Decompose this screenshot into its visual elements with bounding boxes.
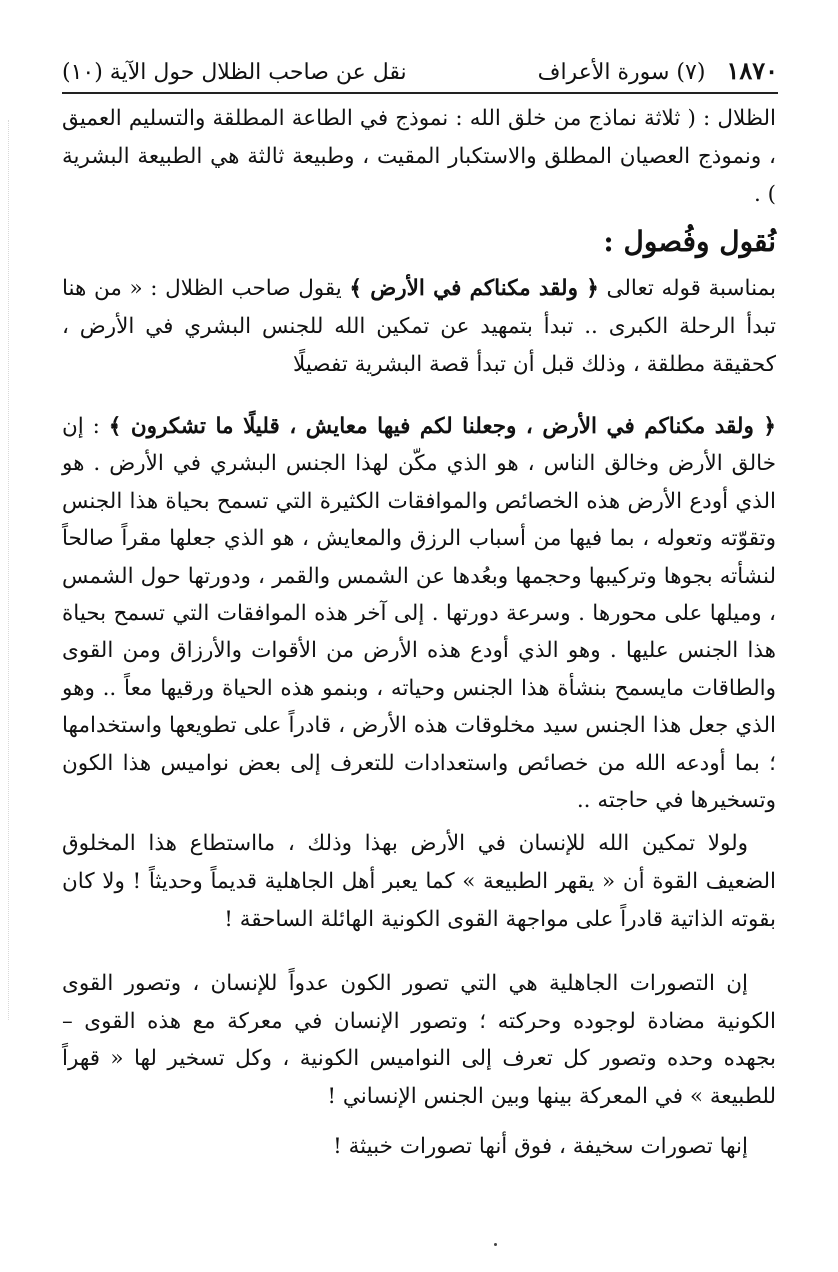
ayah-quote-2: ﴿ ولقد مكناكم في الأرض ، وجعلنا لكم فيها معايش ، قليلًا ما تشكرون ﴾	[108, 414, 776, 439]
paragraph-2	[62, 270, 776, 384]
header-rule	[62, 92, 778, 94]
paragraph-1: الظلال : ( ثلاثة نماذج من خلق الله : نموذج في الطاعة المطلقة والتسليم العميق ، ونموذج العصيان المطلق والاستكبار المقيت ، وطبيعة ثالثة هي الطبيعة البشرية ) .	[62, 106, 776, 207]
paragraph-6: إنها تصورات سخيفة ، فوق أنها تصورات خبيثة !	[333, 1134, 748, 1159]
paragraph-5: إن التصورات الجاهلية هي التي تصور الكون عدواً للإنسان ، وتصور القوى الكونية مضادة لوجوده وحركته ؛ وتصور الإنسان في معركة مع هذه القوى – بجهده وحده وتصور كل تعرف إلى النواميس الكونية ، وكل تسخير لها « قهراً للطبيعة » في المعركة بينها وبين الجنس الإنساني !	[62, 971, 776, 1109]
page-number: ١٨٧٠	[726, 56, 778, 85]
header-right	[538, 56, 778, 88]
paragraph-2-body: يقول صاحب الظلال : « من هنا تبدأ الرحلة الكبرى .. تبدأ بتمهيد عن تمكين الله للجنس البشري في الأرض ، كحقيقة مطلقة ، وذلك قبل أن تبدأ قصة البشرية تفصيلًا	[62, 276, 776, 377]
paragraph-2-intro: بمناسبة قوله تعالى	[598, 276, 777, 301]
paragraph-3	[62, 408, 776, 819]
running-header	[62, 52, 778, 88]
paragraph-3-body: : إن خالق الأرض وخالق الناس ، هو الذي مكّن لهذا الجنس البشري في الأرض . هو الذي أودع الأرض هذه الخصائص والموافقات الكثيرة التي تسمح بحياة هذا الجنس وتقوّته وتعوله ، بما فيها من أسباب الرزق والمعايش ، هو الذي جعلها مقراً صالحاً لنشأته بجوها وتركيبها وحجمها وبعُدها عن الشمس والقمر ، ودورتها حول الشمس ، وميلها على محورها . وسرعة دورتها . إلى آخر هذه الموافقات التي تسمح بحياة هذا الجنس عليها . وهو الذي أودع هذه الأرض من الأقوات والأرزاق ومن القوى والطاقات مايسمح بنشأة هذا الجنس وحياته ، وبنمو هذه الحياة ورقيها معاً .. وهو الذي جعل هذا الجنس سيد مخلوقات هذه الأرض ، قادراً على تطويعها واستخدامها ؛ بما أودعه الله من خصائص واستعدادات للتعرف إلى بعض نواميس هذا الكون وتسخيرها في حاجته ..	[62, 414, 776, 814]
surah-name: (٧) سورة الأعراف	[537, 60, 706, 85]
ayah-quote-1: ﴿ ولقد مكناكم في الأرض ﴾	[349, 276, 599, 301]
paragraph-4: ولولا تمكين الله للإنسان في الأرض بهذا وذلك ، مااستطاع هذا المخلوق الضعيف القوة أن « يقهر الطبيعة » كما يعبر أهل الجاهلية قديماً وحديثاً ! ولا كان بقوته الذاتية قادراً على مواجهة القوى الكونية الهائلة الساحقة !	[62, 831, 776, 932]
scan-speck	[494, 1243, 497, 1246]
section-heading: نُقول وفُصول :	[603, 225, 776, 258]
scan-margin-edge	[8, 120, 9, 1020]
running-title: نقل عن صاحب الظلال حول الآية (١٠)	[62, 60, 407, 85]
